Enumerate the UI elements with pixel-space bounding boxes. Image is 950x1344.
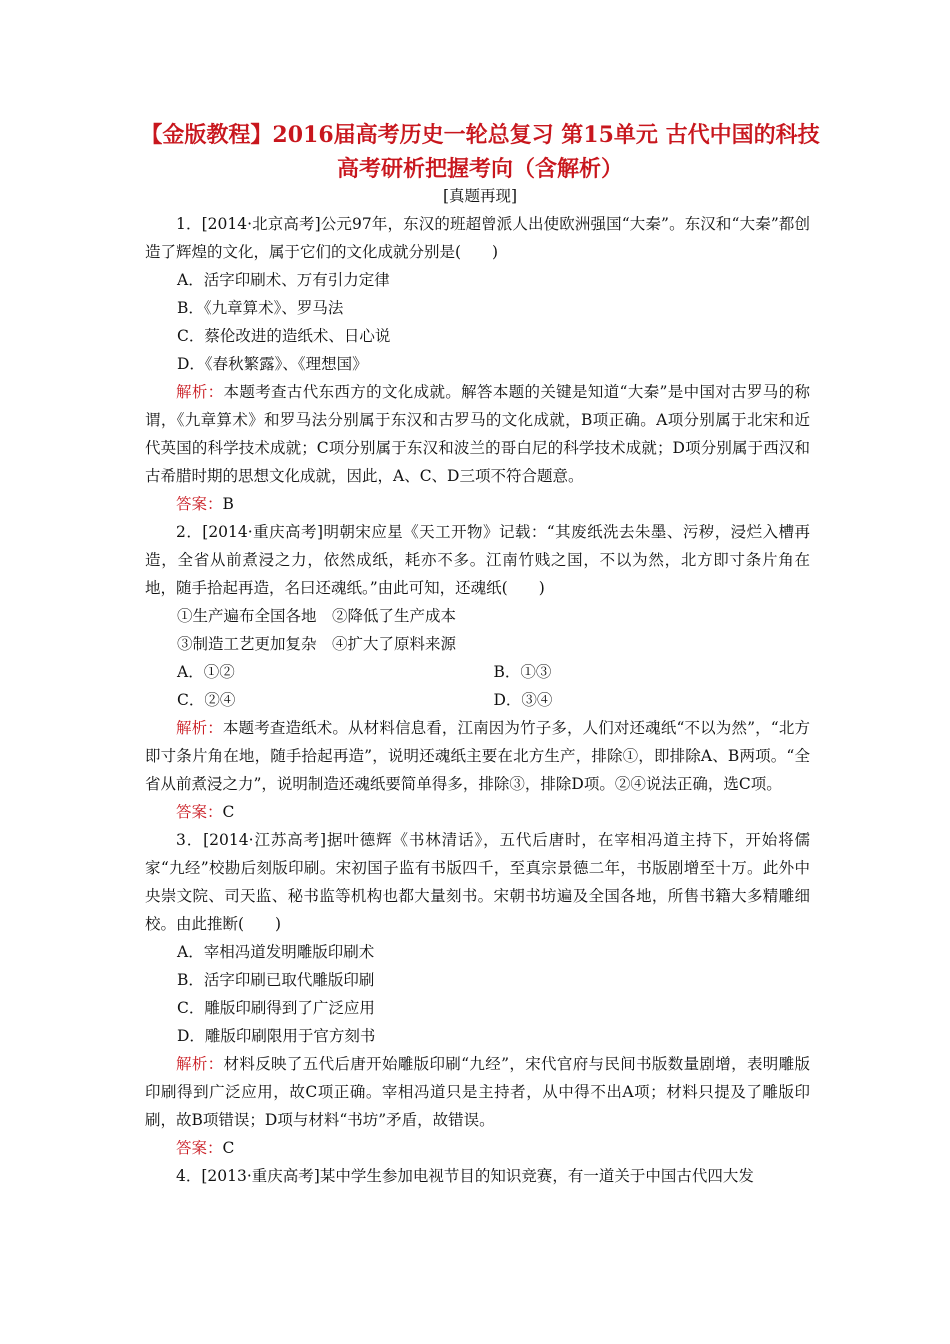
answer-label: 答案： <box>176 803 223 821</box>
analysis-label: 解析： <box>176 1055 224 1073</box>
question-4-stem: 4．[2013·重庆高考]某中学生参加电视节目的知识竞赛，有一道关于中国古代四大发 <box>176 1167 754 1185</box>
question-1-option-a: A．活字印刷术、万有引力定律 <box>177 271 390 289</box>
answer-label: 答案： <box>176 495 223 513</box>
document-body <box>145 210 810 1190</box>
analysis-text: 本题考查古代东西方的文化成就。解答本题的关键是知道“大秦”是中国对古罗马的称谓，《九章算术》和罗马法分别属于东汉和古罗马的文化成就，B项正确。A项分别属于北宋和近代英国的科学技术成就；C项分别属于东汉和波兰的哥白尼的科学技术成就；D项分别属于西汉和古希腊时期的思想文化成就，因此，A、C、D三项不符合题意。 <box>145 383 810 485</box>
section-heading: [真题再现] <box>442 187 518 205</box>
question-3-stem: 3．[2014·江苏高考]据叶德辉《书林清话》，五代后唐时，在宰相冯道主持下，开始将儒家“九经”校勘后刻版印刷。宋初国子监有书版四千，至真宗景德二年，书版剧增至十万。此外中央崇文院、司天监、秘书监等机构也都大量刻书。宋朝书坊遍及全国各地，所售书籍大多精雕细校。由此推断( ) <box>145 831 810 933</box>
document-title: 【金版教程】2016届高考历史一轮总复习 第15单元 古代中国的科技高考研析把握考向（含解析） <box>140 122 820 182</box>
analysis-text: 材料反映了五代后唐开始雕版印刷“九经”，宋代官府与民间书版数量剧增，表明雕版印刷得到广泛应用，故C项正确。宰相冯道只是主持者，从中得不出A项；材料只提及了雕版印刷，故B项错误；D项与材料“书坊”矛盾，故错误。 <box>145 1055 810 1129</box>
question-3-option-b: B．活字印刷已取代雕版印刷 <box>177 971 375 989</box>
question-2-item-line-2: ③制造工艺更加复杂 ④扩大了原料来源 <box>177 635 457 653</box>
question-1-analysis <box>145 378 810 490</box>
question-2-option-c: C．②④ <box>177 691 236 709</box>
question-1-option-d: D．《春秋繁露》、《理想国》 <box>177 355 368 373</box>
answer-value: C <box>222 1139 235 1157</box>
analysis-text: 本题考查造纸术。从材料信息看，江南因为竹子多，人们对还魂纸“不以为然”，“北方即寸条片角在地，随手拾起再造”，说明还魂纸主要在北方生产，排除①，即排除A、B两项。“全省从前煮浸之力”，说明制造还魂纸要简单得多，排除③，排除D项。②④说法正确，选C项。 <box>145 719 810 793</box>
question-2-options-row-2 <box>145 686 810 714</box>
question-3-option-d: D．雕版印刷限用于官方刻书 <box>177 1027 376 1045</box>
question-1-option-c: C．蔡伦改进的造纸术、日心说 <box>177 327 391 345</box>
question-2-option-b: B．①③ <box>493 663 552 681</box>
question-3-option-c: C．雕版印刷得到了广泛应用 <box>177 999 375 1017</box>
question-1-answer <box>145 490 810 518</box>
question-2-stem: 2．[2014·重庆高考]明朝宋应星《天工开物》记载：“其废纸洗去朱墨、污秽，浸烂入槽再造，全省从前煮浸之力，依然成纸，耗亦不多。江南竹贱之国，不以为然，北方即寸条片角在地，随手拾起再造，名曰还魂纸。”由此可知，还魂纸( ) <box>145 523 810 597</box>
question-3-answer <box>145 1134 810 1162</box>
question-2-answer <box>145 798 810 826</box>
answer-value: B <box>222 495 234 513</box>
question-3-analysis <box>145 1050 810 1134</box>
answer-label: 答案： <box>176 1139 223 1157</box>
question-2-analysis <box>145 714 810 798</box>
question-2-option-a: A．①② <box>177 663 235 681</box>
question-2-option-d: D．③④ <box>493 691 553 709</box>
question-2-item-line-1: ①生产遍布全国各地 ②降低了生产成本 <box>177 607 457 625</box>
question-1-option-b: B．《九章算术》、罗马法 <box>177 299 344 317</box>
analysis-label: 解析： <box>176 383 224 401</box>
question-1-stem: 1．[2014·北京高考]公元97年，东汉的班超曾派人出使欧洲强国“大秦”。东汉和“大秦”都创造了辉煌的文化，属于它们的文化成就分别是( ) <box>145 215 810 261</box>
question-2-options-row-1 <box>145 658 810 686</box>
analysis-label: 解析： <box>176 719 223 737</box>
question-3-option-a: A．宰相冯道发明雕版印刷术 <box>177 943 375 961</box>
answer-value: C <box>222 803 235 821</box>
